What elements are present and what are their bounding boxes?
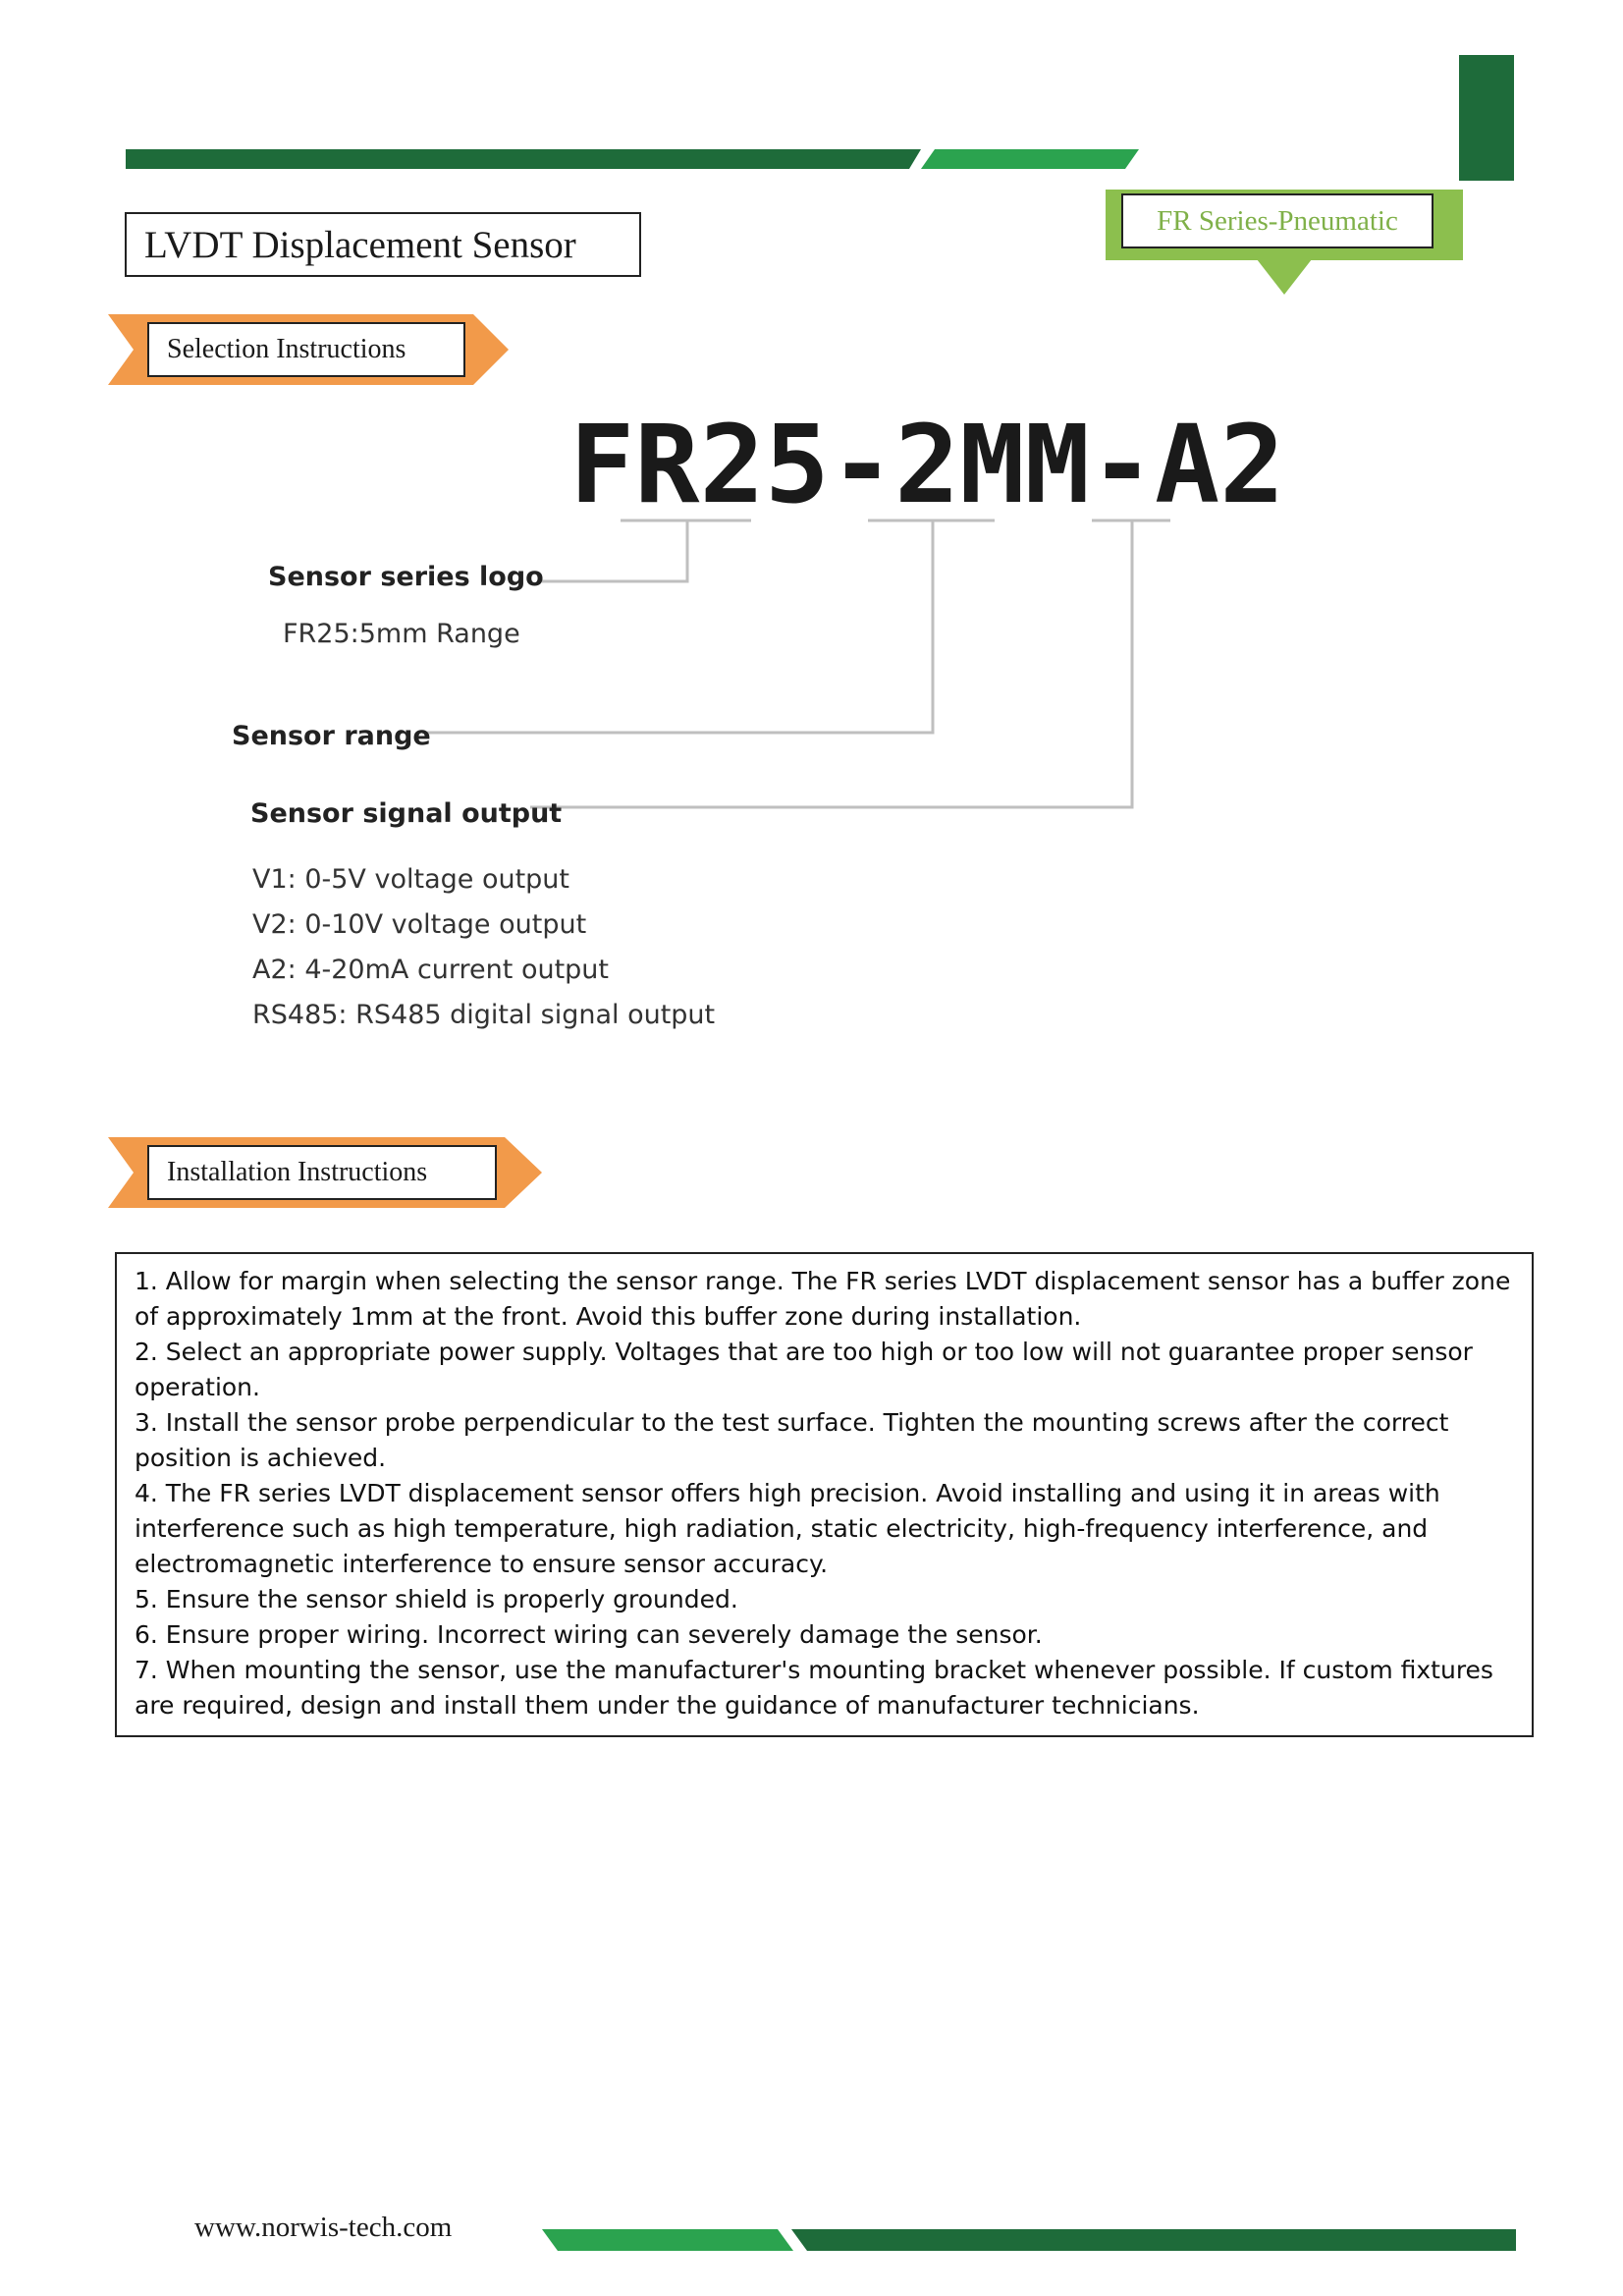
selection-heading: Selection Instructions xyxy=(147,322,465,377)
connector-output xyxy=(530,520,1132,807)
instruction-item: 4. The FR series LVDT displacement sensor offers high precision. Avoid installing and using it in areas with interference such as high temperature, high radiation, static electricity, high-frequency interference, and electromagnetic interference to ensure sensor accuracy. xyxy=(135,1479,1440,1578)
model-code: FR25-2MM-A2 xyxy=(569,402,1285,527)
instruction-item: 7. When mounting the sensor, use the manufacturer's mounting bracket whenever possible. If custom fixtures are required, design and install them under the guidance of manufacturer technicians. xyxy=(135,1656,1493,1720)
instruction-item: 2. Select an appropriate power supply. Voltages that are too high or too low will not guarantee proper sensor operation. xyxy=(135,1338,1473,1401)
instruction-item: 1. Allow for margin when selecting the sensor range. The FR series LVDT displacement sensor has a buffer zone of approximately 1mm at the front. Avoid this buffer zone during installation. xyxy=(135,1267,1511,1331)
instruction-item: 6. Ensure proper wiring. Incorrect wiring can severely damage the sensor. xyxy=(135,1620,1043,1649)
model-code-connector-lines xyxy=(0,0,1623,884)
output-option: V2: 0-10V voltage output xyxy=(252,909,587,940)
instruction-item: 3. Install the sensor probe perpendicular to the test surface. Tighten the mounting screws after the correct position is achieved. xyxy=(135,1408,1449,1472)
installation-instructions xyxy=(115,1252,1534,1737)
output-option: V1: 0-5V voltage output xyxy=(252,864,569,895)
connector-series xyxy=(542,520,687,581)
output-options-list xyxy=(252,862,715,1043)
footer-website-link[interactable]: www.norwis-tech.com xyxy=(194,2212,453,2243)
footer-decoration xyxy=(0,2219,1623,2259)
output-option: RS485: RS485 digital signal output xyxy=(252,1000,716,1030)
series-logo-label: Sensor series logo xyxy=(268,562,544,592)
output-label: Sensor signal output xyxy=(250,798,563,829)
instruction-item: 5. Ensure the sensor shield is properly grounded. xyxy=(135,1585,738,1613)
footer-bar-bright xyxy=(542,2229,793,2251)
series-badge-label: FR Series-Pneumatic xyxy=(1121,193,1434,248)
document-title-text: LVDT Displacement Sensor xyxy=(144,223,576,266)
range-label: Sensor range xyxy=(232,721,431,751)
series-logo-value: FR25:5mm Range xyxy=(283,619,520,649)
footer-bar-dark xyxy=(791,2229,1516,2251)
output-option: A2: 4-20mA current output xyxy=(252,955,609,985)
installation-heading: Installation Instructions xyxy=(147,1145,497,1200)
